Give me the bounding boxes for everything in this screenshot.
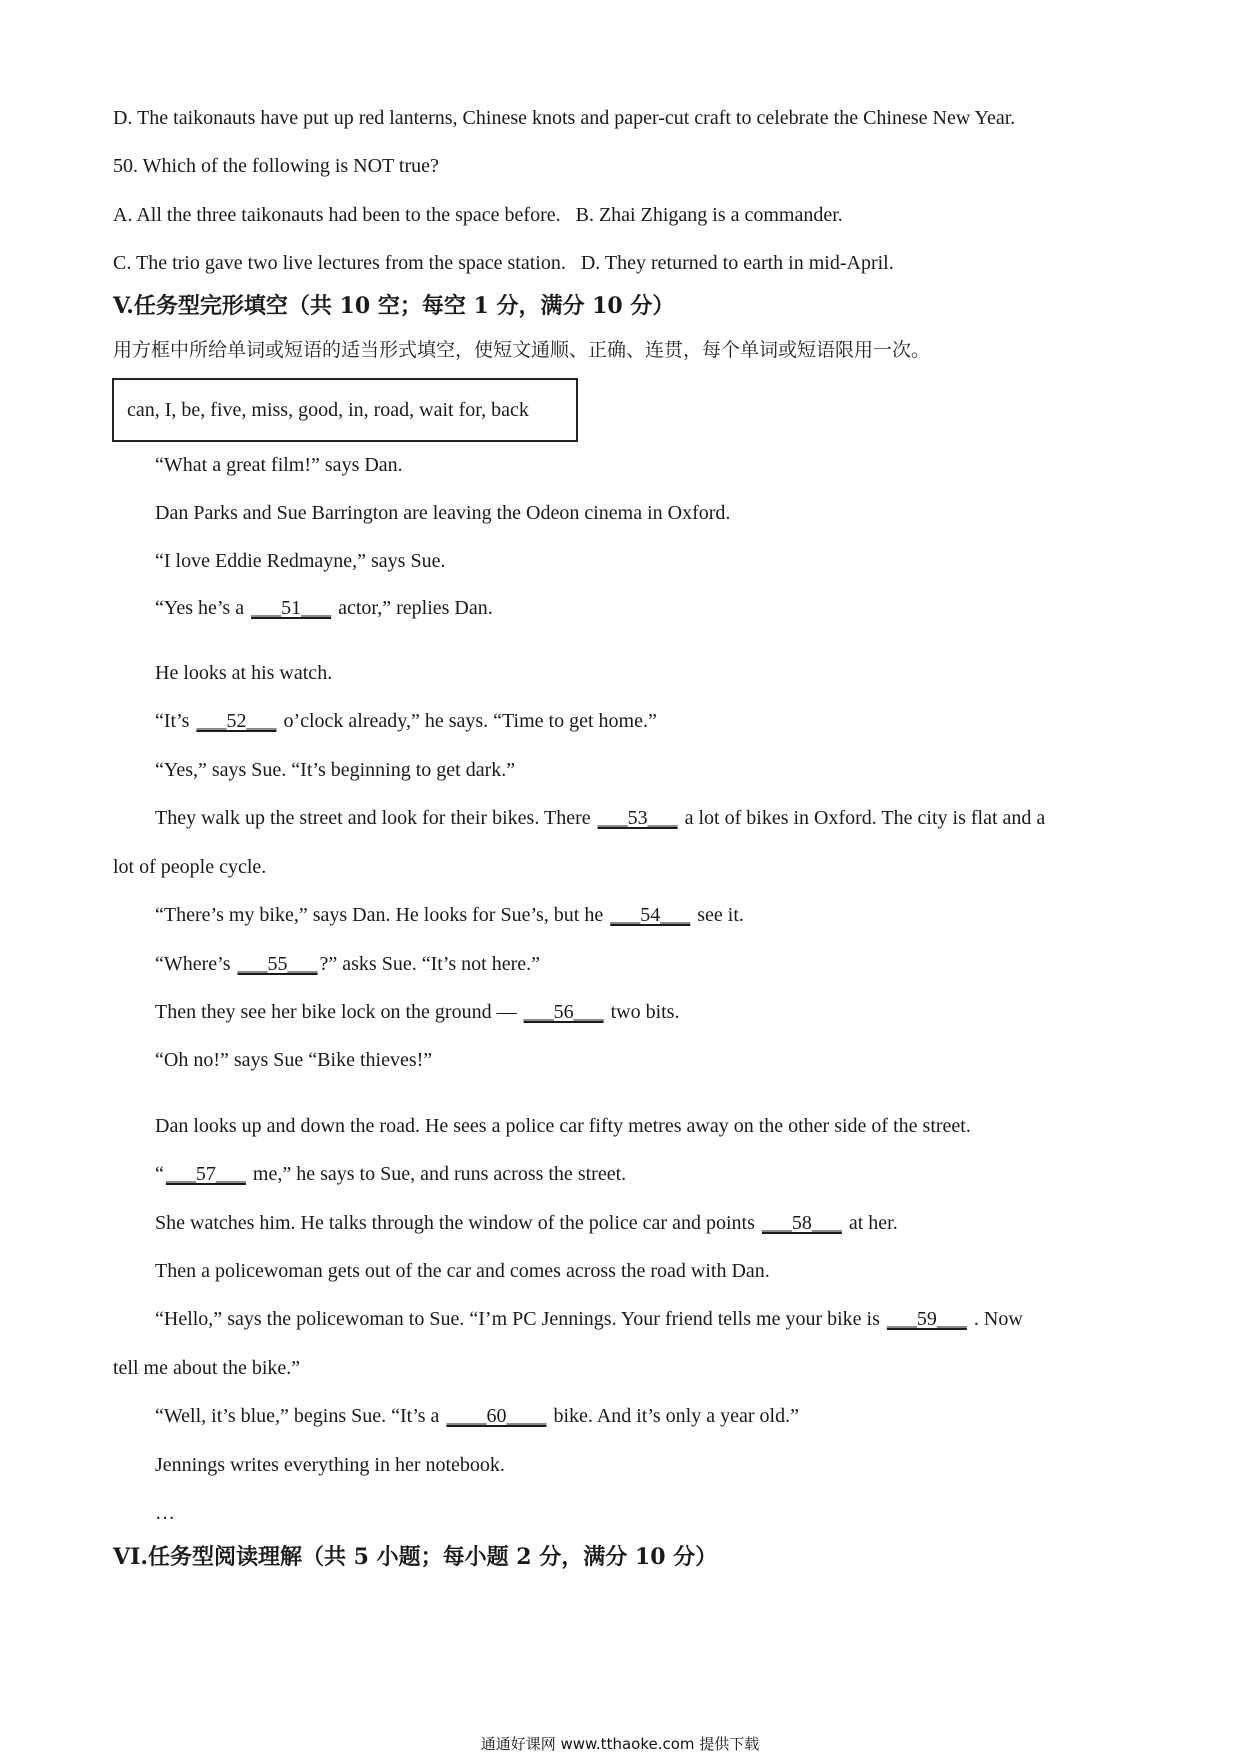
passage-line-58: She watches him. He talks through the window of the police car and points ___58___ at her. [155, 1212, 898, 1234]
q50-option-c: C. The trio gave two live lectures from the space station. [113, 252, 566, 274]
passage-line: He looks at his watch. [155, 662, 333, 684]
word-box: can, I, be, five, miss, good, in, road, wait for, back [112, 378, 578, 442]
blank-56[interactable]: ___56___ [523, 1001, 604, 1023]
page-footer: 通通好课网 www.tthaoke.com 提供下载 [480, 1735, 760, 1753]
passage-line-57: “ ___57___ me,” he says to Sue, and runs across the street. [155, 1163, 627, 1185]
passage-line: “I love Eddie Redmayne,” says Sue. [155, 550, 446, 572]
passage-line-52: “It’s ___52___ o’clock already,” he says. “Time to get home.” [155, 710, 657, 732]
section6-heading: VI.任务型阅读理解（共 5 小题；每小题 2 分，满分 10 分） [113, 1544, 718, 1570]
q50-option-d: D. They returned to earth in mid-April. [580, 252, 894, 274]
q49-option-d: D. The taikonauts have put up red lanterns, Chinese knots and paper-cut craft to celebrate the Chinese New Year. [113, 107, 1016, 129]
passage-line: Jennings writes everything in her notebook. [155, 1454, 505, 1476]
blank-54[interactable]: ___54___ [610, 904, 691, 926]
passage-ellipsis: … [155, 1502, 175, 1524]
q50-options-cd [113, 251, 894, 275]
section5-heading: V.任务型完形填空（共 10 空；每空 1 分，满分 10 分） [113, 293, 675, 319]
passage-line: “Oh no!” says Sue “Bike thieves!” [155, 1049, 433, 1071]
q50-options-ab [113, 203, 843, 227]
passage-line-51: “Yes he’s a ___51___ actor,” replies Dan. [155, 597, 493, 619]
passage-line-60: “Well, it’s blue,” begins Sue. “It’s a ____60____ bike. And it’s only a year old.” [155, 1405, 799, 1427]
passage-line: Dan Parks and Sue Barrington are leaving the Odeon cinema in Oxford. [155, 502, 731, 524]
blank-55[interactable]: ___55___ [237, 953, 318, 975]
passage-line-54: “There’s my bike,” says Dan. He looks for Sue’s, but he ___54___ see it. [155, 904, 744, 926]
passage-line: Then a policewoman gets out of the car and comes across the road with Dan. [155, 1260, 770, 1282]
blank-58[interactable]: ___58___ [761, 1212, 842, 1234]
q50-question: 50. Which of the following is NOT true? [113, 155, 439, 177]
blank-57[interactable]: ___57___ [165, 1163, 246, 1185]
blank-51[interactable]: ___51___ [251, 597, 332, 619]
passage-line: “What a great film!” says Dan. [155, 454, 403, 476]
q50-option-b: B. Zhai Zhigang is a commander. [575, 204, 843, 226]
blank-52[interactable]: ___52___ [196, 710, 277, 732]
passage-line: lot of people cycle. [113, 856, 267, 878]
section5-instruction: 用方框中所给单词或短语的适当形式填空，使短文通顺、正确、连贯，每个单词或短语限用一次。 [113, 339, 931, 361]
passage-line-59: “Hello,” says the policewoman to Sue. “I’m PC Jennings. Your friend tells me your bike is ___59___ . Now [155, 1308, 1023, 1330]
passage-line-53: They walk up the street and look for their bikes. There ___53___ a lot of bikes in Oxford. The city is flat and a [155, 807, 1046, 829]
passage-line: “Yes,” says Sue. “It’s beginning to get dark.” [155, 759, 516, 781]
passage-line-56: Then they see her bike lock on the ground — ___56___ two bits. [155, 1001, 680, 1023]
blank-59[interactable]: ___59___ [886, 1308, 967, 1330]
blank-60[interactable]: ____60____ [446, 1405, 547, 1427]
q50-option-a: A. All the three taikonauts had been to the space before. [113, 204, 561, 226]
blank-53[interactable]: ___53___ [597, 807, 678, 829]
passage-line: Dan looks up and down the road. He sees a police car fifty metres away on the other side of the street. [155, 1115, 971, 1137]
passage-line: tell me about the bike.” [113, 1357, 301, 1379]
passage-line-55: “Where’s ___55___ ?” asks Sue. “It’s not here.” [155, 953, 540, 975]
